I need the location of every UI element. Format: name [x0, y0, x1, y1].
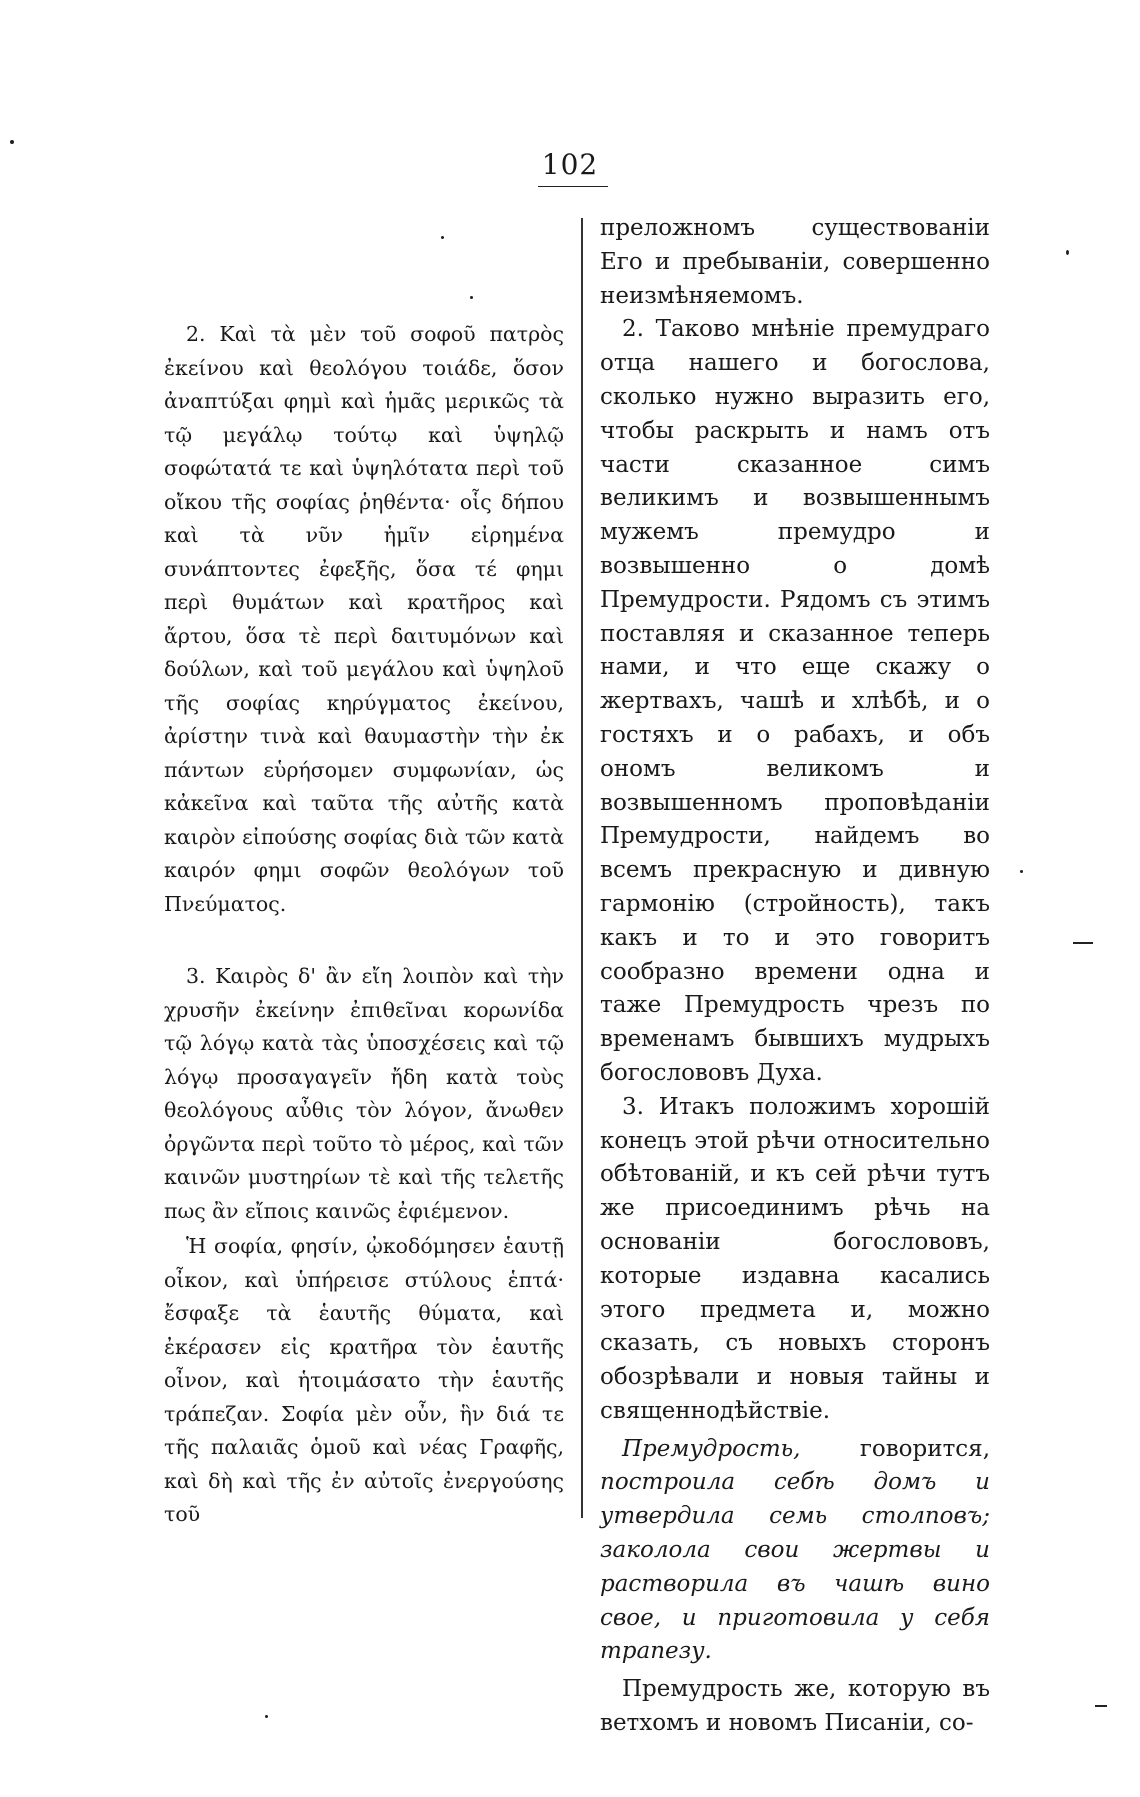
scan-speck [441, 236, 444, 239]
scan-speck [470, 296, 473, 299]
russian-paragraph-2: 2. Таково мнѣніе премудраго отца нашего и богослова, сколько нужно выразить его, чтобы раскрыть и намъ отъ части сказанное симъ великимъ и возвышеннымъ мужемъ премудро и возвышенно о домѣ Премудрости. Рядомъ съ этимъ поставляя и сказанное теперь нами, и что еще скажу о жертвахъ, чашѣ и хлѣбѣ, и о гостяхъ и о рабахъ, и объ ономъ великомъ и возвышенномъ проповѣданіи Премудрости, найдемъ во всемъ прекрасную и дивную гармонію (стройность), такъ какъ и то и это говоритъ сообразно времени одна и таже Премудрость чрезъ по временамъ бывшихъ мудрыхъ богослововъ Духа. [600, 316, 990, 1086]
russian-paragraph-quote [600, 1433, 990, 1670]
russian-paragraph-continuation: преложномъ существованіи Его и пребываніи, совершенно неизмѣняемомъ. [600, 215, 990, 309]
scan-mark [1095, 1705, 1107, 1707]
quote-word: Премудрость, [622, 1435, 801, 1462]
russian-paragraph-final: Премудрость же, которую въ ветхомъ и новомъ Писаніи, со- [600, 1676, 990, 1737]
page-number: 102 [541, 148, 599, 181]
greek-paragraph-2: 2. Καὶ τὰ μὲν τοῦ σοφοῦ πατρὸς ἐκείνου καὶ θεολόγου τοιάδε, ὅσον ἀναπτύξαι φημὶ καὶ ἡμᾶς μερικῶς τὰ τῷ μεγάλῳ τούτῳ καὶ ὑψηλῷ σοφώτατά τε καὶ ὑψηλότατα περὶ τοῦ οἴκου τῆς σοφίας ῥηθέντα· οἷς δήπου καὶ τὰ νῦν ἡμῖν εἰρημένα συνάπτοντες ἐφεξῆς, ὅσα τέ φημι περὶ θυμάτων καὶ κρατῆρος καὶ ἄρτου, ὅσα τὲ περὶ δαιτυμόνων καὶ δούλων, καὶ τοῦ μεγάλου καὶ ὑψηλοῦ τῆς σοφίας κηρύγματος ἐκείνου, ἀρίστην τινὰ καὶ θαυμαστὴν τὴν ἐκ πάντων εὑρήσομεν συμφωνίαν, ὡς κἀκεῖνα καὶ ταῦτα τῆς αὐτῆς κατὰ καιρὸν εἰπούσης σοφίας διὰ τῶν κατὰ καιρόν φημι σοφῶν θεολόγων τοῦ Πνεύματος. [164, 322, 564, 916]
scan-speck [10, 140, 14, 144]
greek-paragraph-3: 3. Καιρὸς δ' ἂν εἴη λοιπὸν καὶ τὴν χρυσῆν ἐκείνην ἐπιθεῖναι κορωνίδα τῷ λόγῳ κατὰ τὰς ὑποσχέσεις καὶ τῷ λόγῳ προσαγαγεῖν ἤδη κατὰ τοὺς θεολόγους αὖθις τὸν λόγον, ἄνωθεν ὀργῶντα περὶ τοῦτο τὸ μέρος, καὶ τῶν καινῶν μυστηρίων τὲ καὶ τῆς τελετῆς πως ἂν εἴποις καινῶς ἐφιέμενον. [164, 964, 564, 1223]
greek-paragraph-quote: Ἡ σοφία, φησίν, ᾠκοδόμησεν ἑαυτῇ οἶκον, καὶ ὑπήρεισε στύλους ἑπτά· ἔσφαξε τὰ ἑαυτῆς θύματα, καὶ ἐκέρασεν εἰς κρατῆρα τὸν ἑαυτῆς οἶνον, καὶ ἡτοιμάσατο τὴν ἑαυτῆς τράπεζαν. Σοφία μὲν οὖν, ἣν διά τε τῆς παλαιᾶς ὁμοῦ καὶ νέας Γραφῆς, καὶ δὴ καὶ τῆς ἐν αὐτοῖς ἐνεργούσης τοῦ [164, 1234, 564, 1526]
russian-paragraph-3: 3. Итакъ положимъ хорошій конецъ этой рѣчи относительно обѣтованій, и къ сей рѣчи тутъ же присоединимъ рѣчь на основаніи богослововъ, которые издавна касались этого предмета и, можно сказать, съ новыхъ сторонъ обозрѣвали и новыя тайны и священнодѣйствіе. [600, 1093, 990, 1424]
greek-column-lower [164, 960, 564, 1532]
scan-speck [265, 1715, 268, 1718]
russian-column [600, 212, 990, 1741]
scan-speck [1066, 250, 1069, 255]
quote-text: построила себѣ домъ и утвердила семь столповъ; заколола свои жертвы и растворила въ чашѣ вино свое, и приготовила у себя трапезу. [600, 1469, 990, 1665]
quote-says: говорится, [800, 1435, 990, 1462]
scan-speck [1020, 870, 1023, 873]
greek-column [164, 318, 564, 921]
page-number-rule [538, 186, 608, 187]
column-divider [581, 218, 583, 1518]
scan-mark [1073, 942, 1093, 944]
